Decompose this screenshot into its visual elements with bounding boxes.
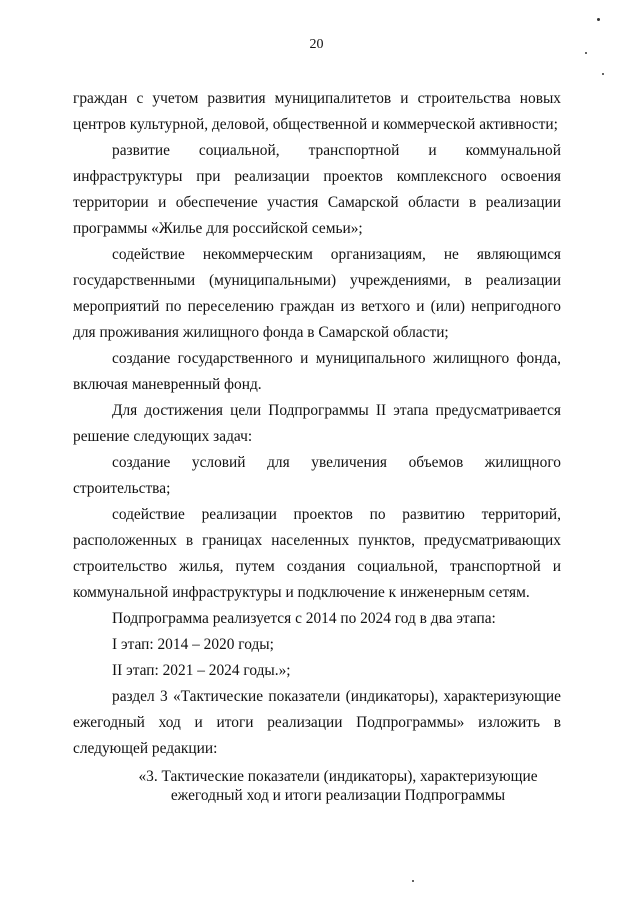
paragraph-task-conditions: создание условий для увеличения объемов жилищного строительства; (73, 454, 561, 497)
paragraph-stage-two: II этап: 2021 – 2024 годы.»; (112, 662, 291, 679)
scan-speck (602, 73, 604, 75)
paragraph-continuation: граждан с учетом развития муниципалитетов и строительства новых центров культурной, деловой, общественной и коммерческой активности; (73, 90, 561, 133)
paragraph-infrastructure: развитие социальной, транспортной и коммунальной инфраструктуры при реализации проектов комплексного освоения территории и обеспечение участия Самарской области в реализации программы «Жилье для российской семьи»; (73, 142, 561, 237)
section-heading (73, 767, 603, 805)
paragraph-stages-intro: Подпрограмма реализуется с 2014 по 2024 год в два этапа: (112, 610, 496, 627)
paragraph-nonprofit-assistance: содействие некоммерческим организациям, не являющимся государственными (муниципальными) учреждениями, в реализации мероприятий по переселению граждан из ветхого и (или) непригодного для проживания жилищного фонда в Самарской области; (73, 246, 561, 341)
section-heading-line-2: ежегодный ход и итоги реализации Подпрограммы (170, 787, 506, 804)
paragraph-goal-tasks: Для достижения цели Подпрограммы II этапа предусматривается решение следующих задач: (73, 402, 561, 445)
page-number: 20 (309, 37, 324, 52)
section-heading-line-1: «3. Тактические показатели (индикаторы), характеризующие (138, 768, 538, 785)
paragraph-stage-one: I этап: 2014 – 2020 годы; (112, 636, 274, 653)
scan-speck (585, 52, 587, 54)
scan-speck (412, 880, 414, 882)
scan-speck (597, 18, 600, 21)
paragraph-task-territories: содействие реализации проектов по развитию территорий, расположенных в границах населенных пунктов, предусматривающих строительство жилья, путем создания социальной, транспортной и коммунальной инфраструктуры и подключение к инженерным сетям. (73, 506, 561, 601)
paragraph-section-3-instruction: раздел 3 «Тактические показатели (индикаторы), характеризующие ежегодный ход и итоги реализации Подпрограммы» изложить в следующей редакции: (73, 688, 561, 757)
paragraph-housing-fund: создание государственного и муниципального жилищного фонда, включая маневренный фонд. (73, 350, 561, 393)
document-body (73, 86, 561, 762)
